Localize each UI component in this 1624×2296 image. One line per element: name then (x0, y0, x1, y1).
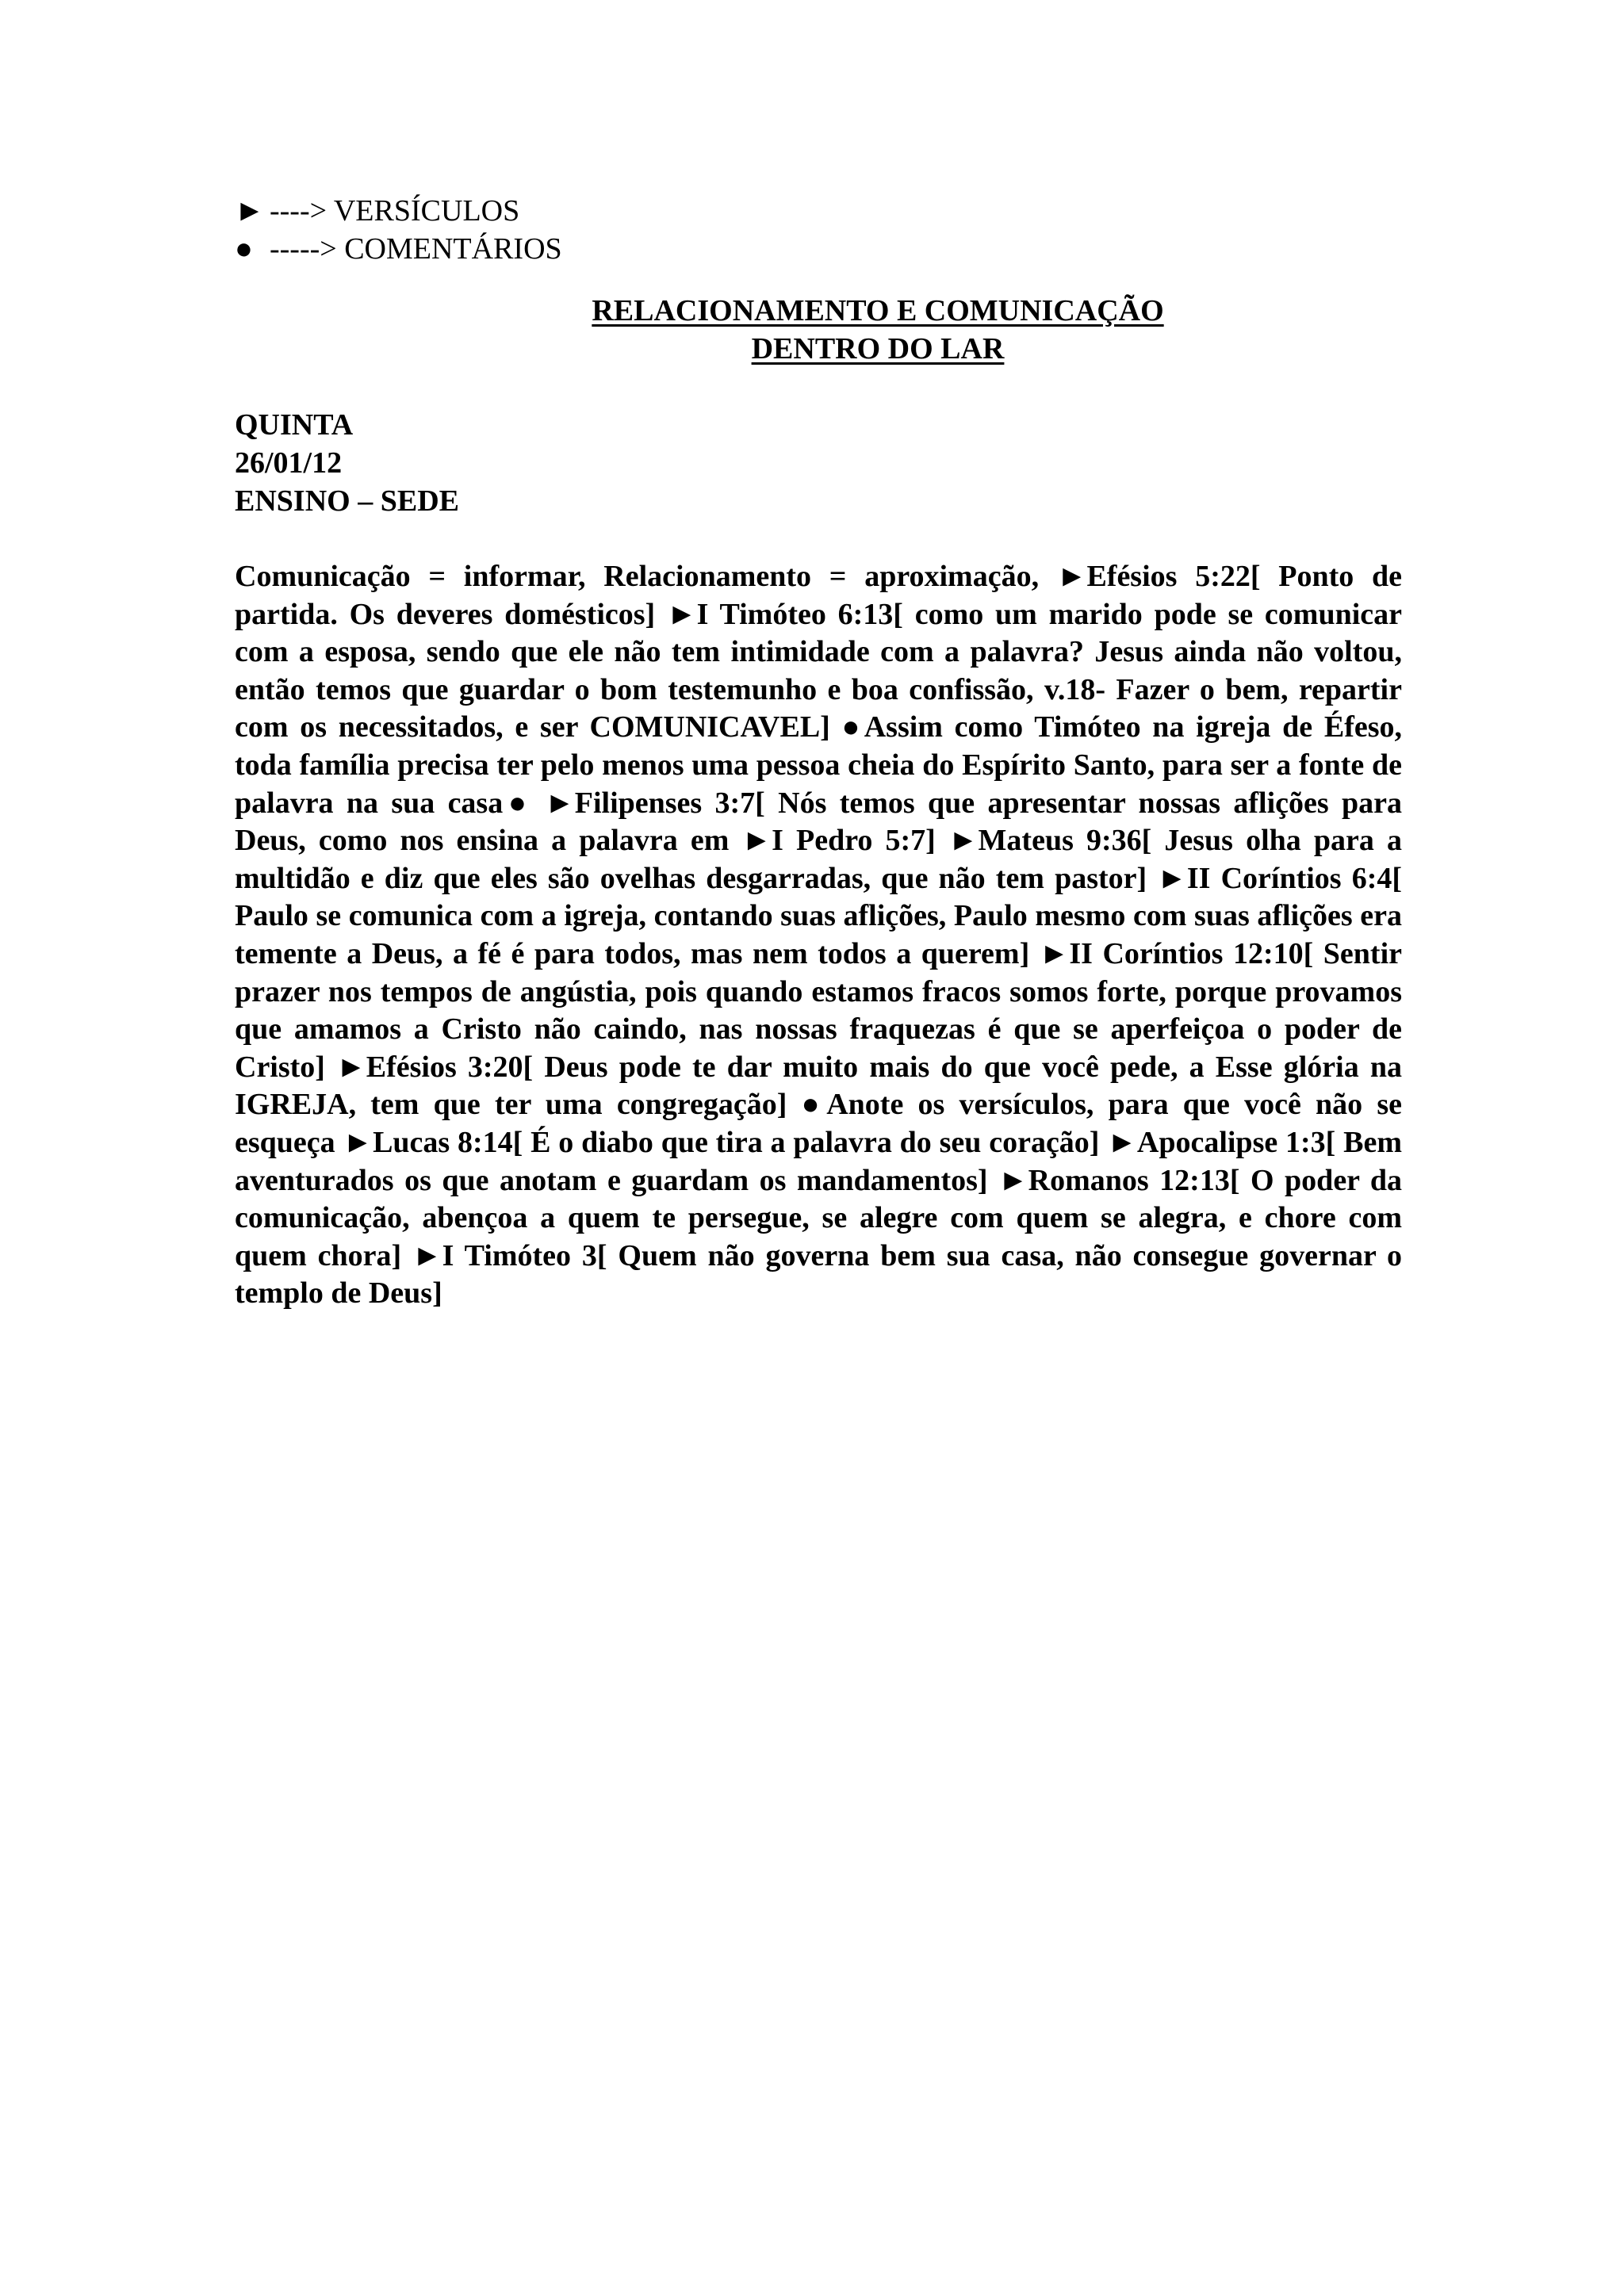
meta-place: ENSINO – SEDE (235, 484, 459, 518)
body-paragraph: Comunicação = informar, Relacionamento = aproximação, ►Efésios 5:22[ Ponto de partida. Os deveres domésticos] ►I Timóteo 6:13[ como um marido pode se comunicar com a esposa, sendo que ele não tem intimidade com a palavra? Jesus ainda não voltou, então temos que guardar o bom testemunho e boa confissão, v.18- Fazer o bem, repartir com os necessitados, e ser COMUNICAVEL] ●Assim como Timóteo na igreja de Éfeso, toda família precisa ter pelo menos uma pessoa cheia do Espírito Santo, para ser a fonte de palavra na sua casa● ►Filipenses 3:7[ Nós temos que apresentar nossas aflições para Deus, como nos ensina a palavra em ►I Pedro 5:7] ►Mateus 9:36[ Jesus olha para a multidão e diz que eles são ovelhas desgarradas, que não tem pastor] ►II Coríntios 6:4[ Paulo se comunica com a igreja, contando suas aflições, Paulo mesmo com suas aflições era temente a Deus, a fé é para todos, mas nem todos a querem] ►II Coríntios 12:10[ Sentir prazer nos tempos de angústia, pois quando estamos fracos somos forte, porque provamos que amamos a Cristo não caindo, nas nossas fraquezas é que se aperfeiçoa o poder de Cristo] ►Efésios 3:20[ Deus pode te dar muito mais do que você pede, a Esse glória na IGREJA, tem que ter uma congregação] ●Anote os versículos, para que você não se esqueça ►Lucas 8:14[ É o diabo que tira a palavra do seu coração] ►Apocalipse 1:3[ Bem aventurados os que anotam e guardam os mandamentos] ►Romanos 12:13[ O poder da comunicação, abençoa a quem te persegue, se alegre com quem se alegra, e chore com quem chora] ►I Timóteo 3[ Quem não governa bem sua casa, não consegue governar o templo de Deus] (235, 560, 1402, 1311)
document-title (235, 292, 1402, 368)
legend-comments (235, 230, 1402, 268)
legend-comments-label: -----> COMENTÁRIOS (270, 232, 562, 266)
meta-info (235, 406, 1402, 520)
circle-bullet-icon: ● (235, 232, 253, 266)
document-page (235, 192, 1402, 1313)
title-line-2: DENTRO DO LAR (751, 332, 1005, 365)
triangle-bullet-icon: ► (235, 194, 265, 228)
meta-day: QUINTA (235, 408, 354, 442)
title-line-1: RELACIONAMENTO E COMUNICAÇÃO (592, 294, 1164, 327)
legend-verses (235, 192, 1402, 230)
legend-verses-label: ----> VERSÍCULOS (270, 194, 520, 228)
meta-date: 26/01/12 (235, 446, 343, 480)
